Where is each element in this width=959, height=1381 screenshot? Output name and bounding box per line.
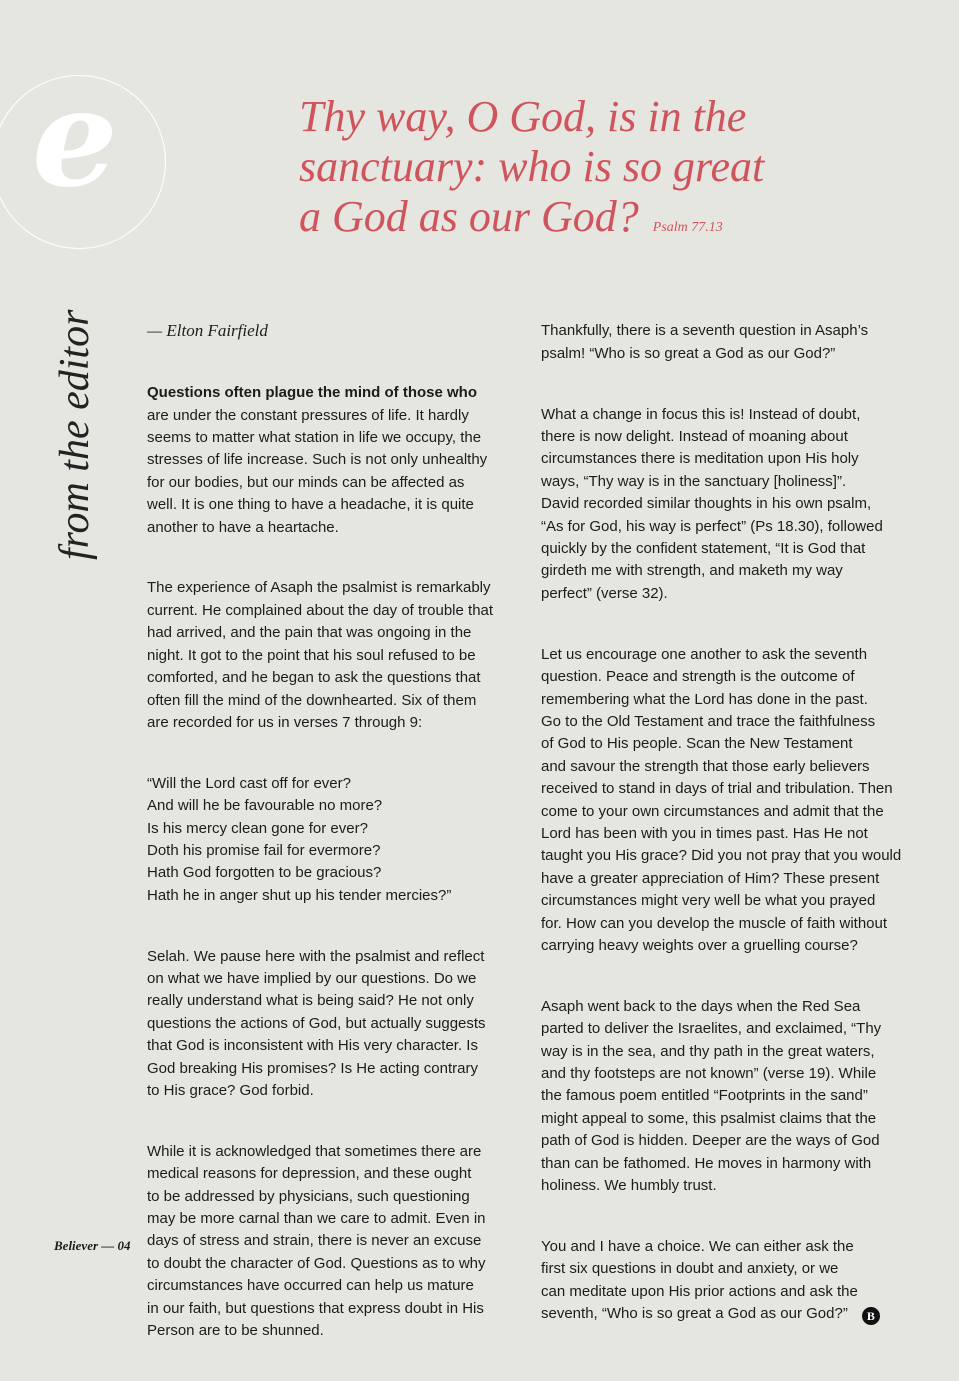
paragraph-text: You and I have a choice. We can either ask the first six questions in doubt and anxiety, or we can meditate upon His prior actions and ask the seventh, “Who is so great a God as our God?”	[541, 1237, 858, 1323]
section-title: from the editor	[52, 309, 98, 560]
paragraph: Thankfully, there is a seventh question in Asaph’s psalm! “Who is so great a God as our God?”	[541, 322, 869, 362]
lead-text: are under the constant pressures of life. It hardly seems to matter what station in life we occupy, the stresses of life increase. Such is not only unhealthy for our bodies, but our minds can be affected as well. It is one thing to have a headache, it is quite another to have a heartache.	[147, 406, 488, 536]
page-footer: Believer — 04	[54, 1238, 131, 1253]
closing-paragraph	[541, 1236, 911, 1326]
pull-quote	[299, 92, 859, 253]
editor-logo-letter: e	[32, 58, 118, 217]
right-column	[541, 298, 911, 1364]
paragraph: The experience of Asaph the psalmist is remarkably current. He complained about the day of trouble that had arrived, and the pain that was ongoing in the night. It got to the point that his soul refused to be comforted, and he began to ask the questions that often fill the mind of the downhearted. Six of them are recorded for us in verses 7 through 9:	[147, 579, 494, 731]
psalm-excerpt: “Will the Lord cast off for ever? And will he be favourable no more? Is his mercy clean gone for ever? Doth his promise fail for evermore? Hath God forgotten to be gracious? Hath he in anger shut up his tender mercies?”	[147, 774, 452, 904]
paragraph: While it is acknowledged that sometimes there are medical reasons for depression, and these ought to be addressed by physicians, such questioning may be more carnal than we care to admit. Even in days of stress and strain, there is never an excuse to doubt the character of God. Questions as to why circumstances have occurred can help us mature in our faith, but questions that express doubt in His Person are to be shunned.	[147, 1142, 486, 1340]
paragraph: What a change in focus this is! Instead of doubt, there is now delight. Instead of moaning about circumstances there is meditation upon His holy ways, “Thy way is in the sanctuary [holiness]”. David recorded similar thoughts in his own psalm, “As for God, his way is perfect” (Ps 18.30), followed quickly by the confident statement, “It is God that girdeth me with strength, and maketh my way perfect” (verse 32).	[541, 405, 883, 602]
paragraph: Selah. We pause here with the psalmist and reflect on what we have implied by our questions. Do we really understand what is being said? He not only questions the actions of God, but actually suggests that God is inconsistent with His very character. Is God breaking His promises? Is He acting contrary to His grace? God forbid.	[147, 947, 486, 1099]
lead-paragraph	[147, 382, 522, 539]
paragraph: Asaph went back to the days when the Red Sea parted to deliver the Israelites, and exclaimed, “Thy way is in the sea, and thy path in the great waters, and thy footsteps are not known” (verse 19). While the famous poem entitled “Footprints in the sand” might appeal to some, this psalmist claims that the path of God is hidden. Deeper are the ways of God than can be fathomed. He moves in harmony with holiness. We humbly trust.	[541, 997, 882, 1195]
lead-bold: Questions often plague the mind of those who	[147, 384, 477, 402]
left-column	[147, 298, 522, 1381]
pull-quote-reference: Psalm 77.13	[652, 220, 723, 235]
paragraph: Let us encourage one another to ask the seventh question. Peace and strength is the outcome of remembering what the Lord has done in the past. Go to the Old Testament and trace the faithfulness of God to His people. Scan the New Testament and savour the strength that those early believers received to stand in days of trial and tribulation. Then come to your own circumstances and admit that the Lord has been with you in times past. Has He not taught you His grace? Did you not pray that you would have a greater appreciation of Him? These present circumstances might very well be what you prayed for. How can you develop the muscle of faith without carrying heavy weights over a gruelling course?	[541, 645, 902, 954]
pull-quote-text: Thy way, O God, is in the sanctuary: who is so great a God as our God?	[299, 92, 765, 241]
end-mark-icon: B	[862, 1307, 880, 1325]
author-byline: — Elton Fairfield	[147, 321, 268, 341]
